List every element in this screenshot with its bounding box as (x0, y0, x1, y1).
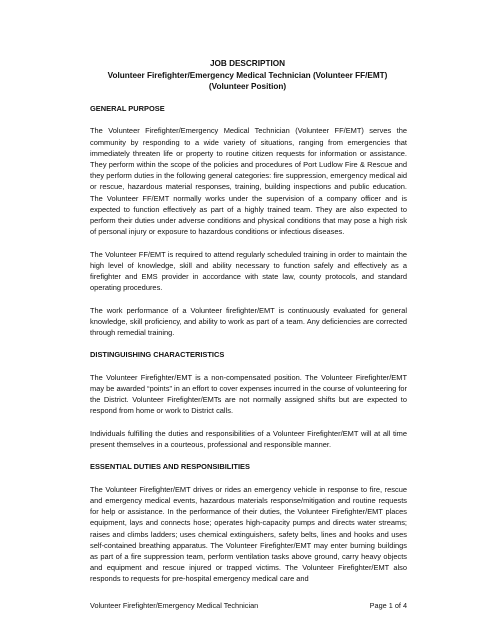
distinguishing-paragraph-1: The Volunteer Firefighter/EMT is a non-compensated position. The Volunteer Firefighter/EMT may be awarded “points” in an effort to cover expenses incurred in the course of volunteering for the District. Volunteer Firefighter/EMTs are not normally assigned shifts but are expected to respond from home or work to District calls. (90, 372, 407, 416)
footer-page-number: Page 1 of 4 (369, 601, 407, 610)
position-title: Volunteer Firefighter/Emergency Medical Technician (Volunteer FF/EMT) (107, 70, 388, 80)
document-body (90, 103, 407, 596)
general-purpose-paragraph-3: The work performance of a Volunteer firefighter/EMT is continuously evaluated for general knowledge, skill proficiency, and ability to work as part of a team. Any deficiencies are corrected through remedial training. (90, 305, 407, 338)
page-footer (90, 601, 407, 611)
general-purpose-paragraph-1: The Volunteer Firefighter/Emergency Medical Technician (Volunteer FF/EMT) serves the community by responding to a wide variety of situations, ranging from emergencies that immediately threaten life or property to routine citizen requests for information or assistance. They perform within the scope of the policies and procedures of Port Ludlow Fire & Rescue and they perform duties in the following general categories: fire suppression, emergency medical aid or rescue, hazardous material responses, training, building inspections and public education. The Volunteer FF/EMT normally works under the supervision of a company officer and is expected to function effectively as part of a highly trained team. They are also expected to perform their duties under adverse conditions and physical conditions that may pose a high risk of personal injury or exposure to hazardous conditions or infectious diseases. (90, 126, 407, 237)
general-purpose-paragraph-2: The Volunteer FF/EMT is required to attend regularly scheduled training in order to maintain the high level of knowledge, skill and ability necessary to function safely and effectively as a firefighter and EMS provider in accordance with state law, county protocols, and standard operating procedures. (90, 249, 407, 293)
general-purpose-heading: GENERAL PURPOSE (90, 104, 165, 113)
essential-duties-heading: ESSENTIAL DUTIES AND RESPONSIBILITIES (90, 462, 250, 472)
document-title: JOB DESCRIPTION (209, 59, 286, 68)
essential-duties-paragraph-1: The Volunteer Firefighter/EMT drives or rides an emergency vehicle in response to fire, rescue and emergency medical events, hazardous materials response/mitigation and routine requests for help or assistance. In the performance of their duties, the Volunteer Firefighter/EMT places equipment, lays and connects hose; operates high-capacity pumps and directs water streams; raises and climbs ladders; uses chemical extinguishers, safety belts, lines and hooks and uses self-contained breathing apparatus. The Volunteer Firefighter/EMT may enter burning buildings as part of a fire suppression team, perform ventilation tasks above ground, carry heavy objects and equipment and rescue injured or trapped victims. The Volunteer Firefighter/EMT also responds to requests for pre-hospital emergency medical care and (90, 484, 407, 584)
footer-document-name: Volunteer Firefighter/Emergency Medical Technician (90, 601, 259, 610)
distinguishing-paragraph-2: Individuals fulfilling the duties and responsibilities of a Volunteer Firefighter/EMT will at all time present themselves in a courteous, professional and responsible manner. (90, 428, 407, 449)
document-title-block (0, 58, 495, 93)
position-type: (Volunteer Position) (208, 82, 287, 92)
distinguishing-characteristics-heading: DISTINGUISHING CHARACTERISTICS (90, 350, 225, 360)
